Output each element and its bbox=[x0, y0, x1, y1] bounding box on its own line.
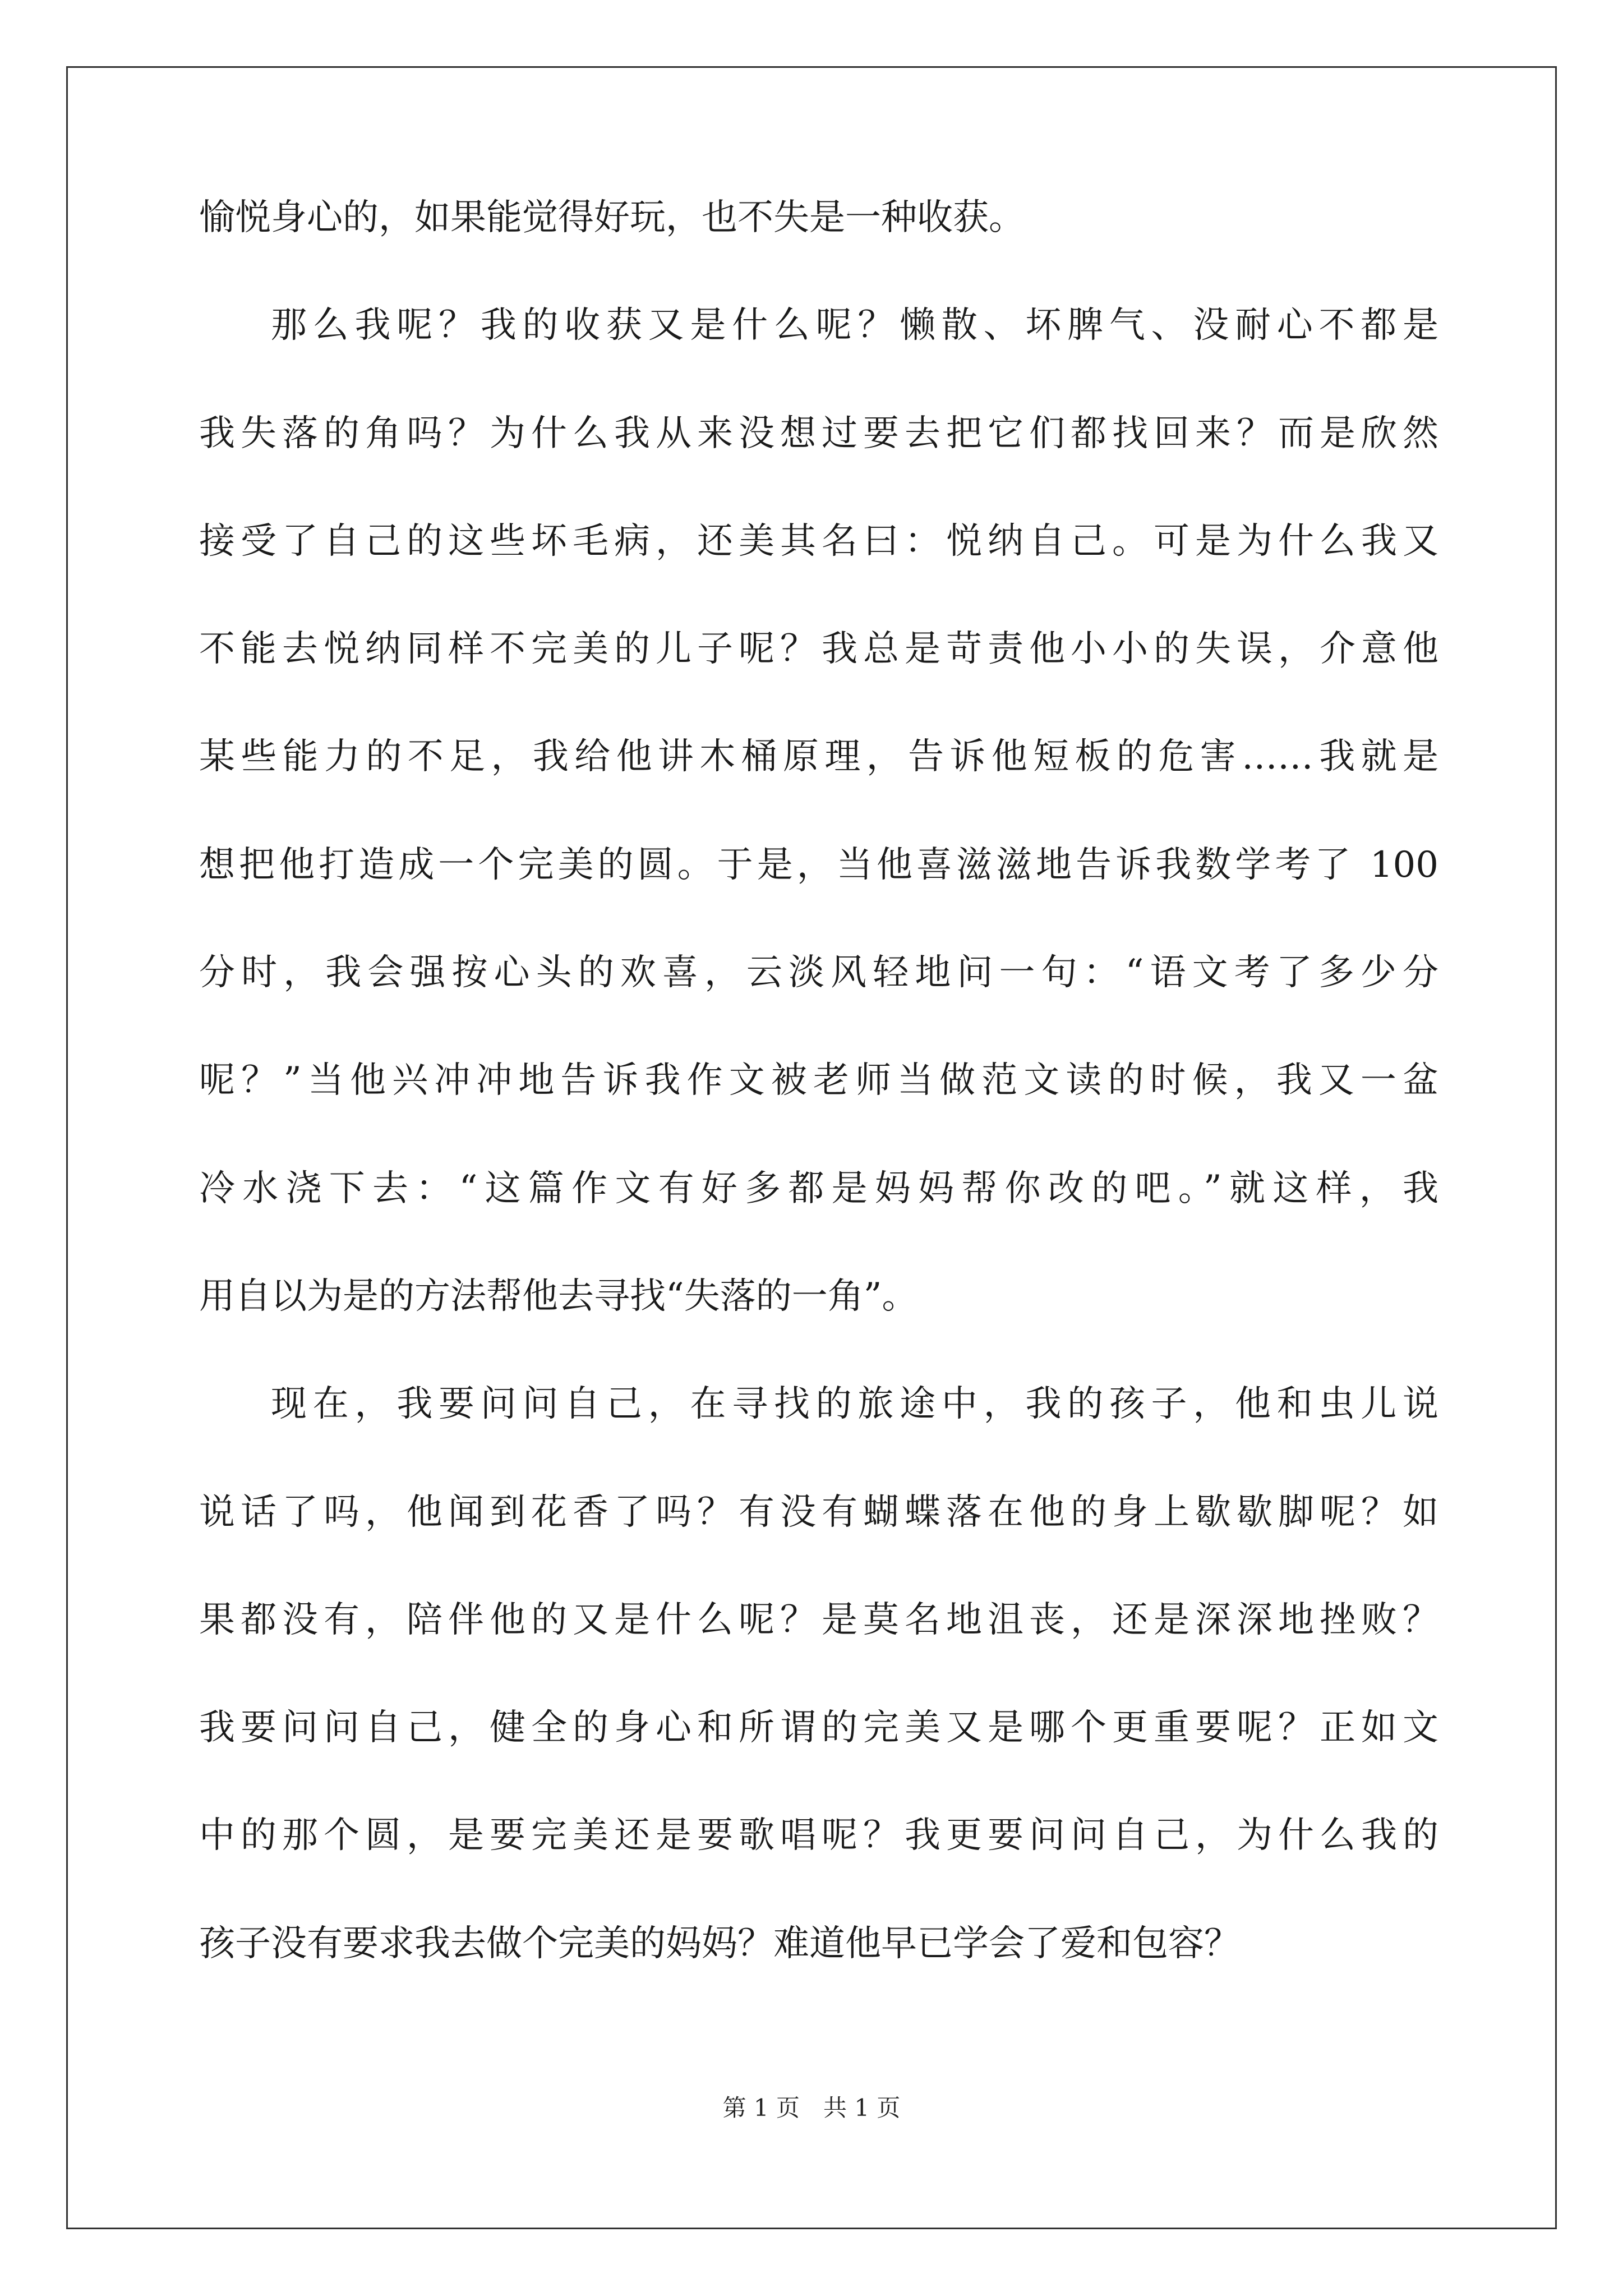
text-line: 想把他打造成一个完美的圆。于是，当他喜滋滋地告诉我数学考了 100 bbox=[199, 844, 1438, 886]
text-line: 呢？”当他兴冲冲地告诉我作文被老师当做范文读的时候，我又一盆 bbox=[199, 1060, 1438, 1102]
text-line: 说话了吗，他闻到花香了吗？有没有蝴蝶落在他的身上歇歇脚呢？如 bbox=[199, 1491, 1438, 1533]
page-footer: 第 1 页 共 1 页 bbox=[722, 2094, 901, 2122]
text-line: 分时，我会强按心头的欢喜，云淡风轻地问一句：“语文考了多少分 bbox=[199, 952, 1438, 994]
text-line: 我失落的角吗？为什么我从来没想过要去把它们都找回来？而是欣然 bbox=[199, 412, 1438, 454]
text-line: 现在，我要问问自己，在寻找的旅途中，我的孩子，他和虫儿说 bbox=[271, 1383, 1438, 1425]
text-line: 我要问问自己，健全的身心和所谓的完美又是哪个更重要呢？正如文 bbox=[199, 1707, 1438, 1749]
text-line: 愉悦身心的，如果能觉得好玩，也不失是一种收获。 bbox=[199, 197, 1025, 238]
text-line: 某些能力的不足，我给他讲木桶原理，告诉他短板的危害……我就是 bbox=[199, 736, 1438, 778]
text-line: 那么我呢？我的收获又是什么呢？懒散、坏脾气、没耐心不都是 bbox=[271, 305, 1438, 347]
text-line: 不能去悦纳同样不完美的儿子呢？我总是苛责他小小的失误，介意他 bbox=[199, 628, 1438, 670]
text-line: 冷水浇下去：“这篇作文有好多都是妈妈帮你改的吧。”就这样，我 bbox=[199, 1167, 1438, 1209]
text-line: 用自以为是的方法帮他去寻找“失落的一角”。 bbox=[199, 1275, 918, 1317]
document-body bbox=[199, 191, 1438, 2024]
text-line: 孩子没有要求我去做个完美的妈妈？难道他早已学会了爱和包容？ bbox=[199, 1922, 1240, 1964]
text-line: 果都没有，陪伴他的又是什么呢？是莫名地沮丧，还是深深地挫败？ bbox=[199, 1599, 1438, 1641]
text-line: 中的那个圆，是要完美还是要歌唱呢？我更要问问自己，为什么我的 bbox=[199, 1815, 1438, 1857]
text-line: 接受了自己的这些坏毛病，还美其名曰：悦纳自己。可是为什么我又 bbox=[199, 520, 1438, 562]
